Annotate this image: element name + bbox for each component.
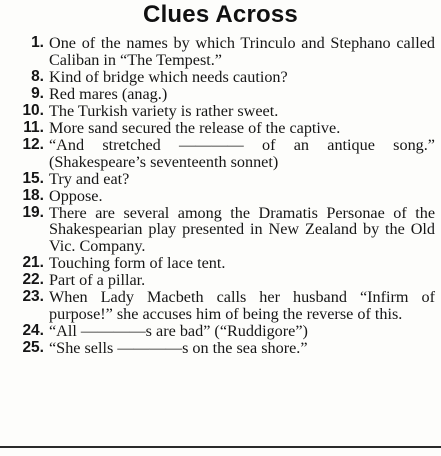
clue-19	[0, 205, 441, 256]
clue-11	[0, 120, 441, 137]
clue-24	[0, 323, 441, 340]
clue-22	[0, 272, 441, 289]
clue-text: Try and eat?	[49, 169, 130, 188]
clue-number: 10.	[22, 101, 44, 119]
clue-text: “She sells ————s on the sea shore.”	[49, 339, 308, 358]
clue-number: 24.	[22, 322, 44, 340]
clue-text: When Lady Macbeth calls her husband “Infirm of purpose!” she accuses him of being the reverse of this.	[49, 288, 435, 324]
clue-text: “And stretched ———— of an antique song.” (Shakespeare’s seventeenth sonnet)	[49, 135, 435, 171]
clue-number: 15.	[22, 169, 44, 187]
clue-21	[0, 255, 441, 272]
clue-text: Touching form of lace tent.	[49, 254, 226, 273]
clue-number: 21.	[22, 254, 44, 272]
clue-number: 19.	[22, 203, 44, 221]
clue-text: Kind of bridge which needs caution?	[49, 67, 288, 86]
clue-8	[0, 69, 441, 86]
clue-text: Red mares (anag.)	[49, 84, 168, 103]
clue-12	[0, 137, 441, 171]
bottom-rule	[0, 446, 441, 448]
clue-number: 11.	[23, 118, 44, 136]
clue-number: 18.	[22, 186, 44, 204]
clue-1	[0, 35, 441, 69]
clue-number: 23.	[22, 288, 44, 306]
clue-number: 9.	[31, 84, 44, 102]
clue-text: “All ————s are bad” (“Ruddigore”)	[49, 322, 308, 341]
clue-number: 8.	[31, 67, 44, 85]
clue-list	[0, 35, 441, 357]
clue-number: 1.	[31, 34, 44, 51]
clue-23	[0, 289, 441, 323]
clues-across-heading: Clues Across	[143, 1, 298, 28]
clue-18	[0, 188, 441, 205]
clue-10	[0, 103, 441, 120]
clue-text: One of the names by which Trinculo and Stephano called Caliban in “The Tempest.”	[49, 34, 435, 69]
clue-text: Oppose.	[49, 186, 103, 205]
clue-number: 12.	[22, 135, 44, 153]
clue-text: There are several among the Dramatis Personae of the Shakespearian play presented in New Zealand by the Old Vic. Company.	[49, 203, 435, 256]
clue-text: The Turkish variety is rather sweet.	[49, 101, 279, 120]
clue-25	[0, 340, 441, 357]
clue-number: 22.	[22, 271, 44, 289]
clue-text: More sand secured the release of the captive.	[49, 118, 341, 137]
clue-number: 25.	[22, 339, 44, 357]
clue-15	[0, 171, 441, 188]
clue-9	[0, 86, 441, 103]
clue-text: Part of a pillar.	[49, 271, 146, 290]
